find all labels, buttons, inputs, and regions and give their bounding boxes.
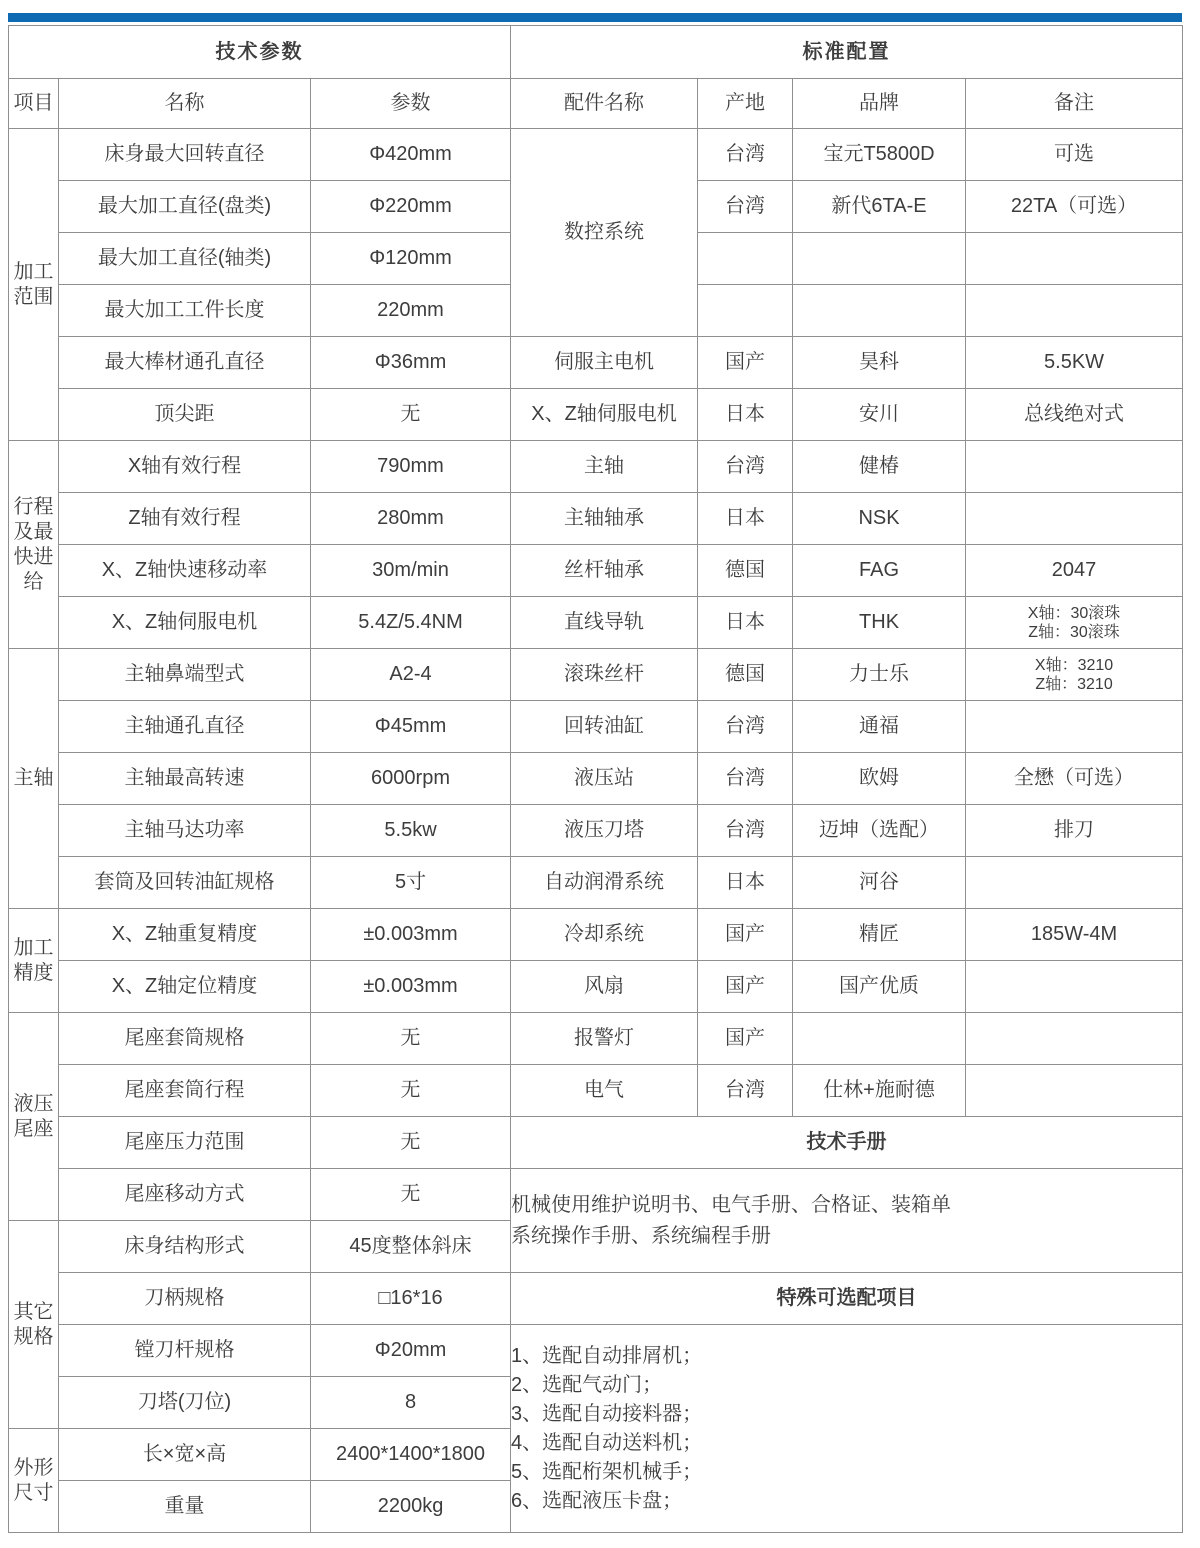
spec-name-cell: 刀塔(刀位) [59, 1377, 311, 1429]
config-brand-cell [793, 1013, 966, 1065]
table-row [9, 857, 1183, 909]
config-note-cell: 5.5KW [966, 337, 1183, 389]
table-row [9, 1117, 1183, 1169]
config-note-cell [966, 649, 1183, 701]
spec-name-cell: 尾座套筒规格 [59, 1013, 311, 1065]
manual-line: 系统操作手册、系统编程手册 [511, 1224, 772, 1247]
config-brand-cell [793, 233, 966, 285]
spec-name-cell: 尾座压力范围 [59, 1117, 311, 1169]
spec-value-cell: A2-4 [311, 649, 511, 701]
left-table-title: 技术参数 [9, 26, 511, 79]
config-origin-cell: 台湾 [698, 701, 793, 753]
config-brand-cell: FAG [793, 545, 966, 597]
spec-value-cell: 6000rpm [311, 753, 511, 805]
group-label: 加工范围 [9, 129, 59, 441]
config-origin-cell: 国产 [698, 961, 793, 1013]
config-origin-cell: 台湾 [698, 441, 793, 493]
config-part-cell: 回转油缸 [511, 701, 698, 753]
config-origin-cell: 德国 [698, 649, 793, 701]
config-note-cell [966, 1065, 1183, 1117]
group-label: 外形尺寸 [9, 1429, 59, 1533]
config-note-cell: 可选 [966, 129, 1183, 181]
config-part-cell: 滚珠丝杆 [511, 649, 698, 701]
table-row [9, 389, 1183, 441]
options-title-cell: 特殊可选配项目 [511, 1273, 1183, 1325]
option-item: 3、选配自动接料器； [511, 1402, 703, 1425]
config-part-cell: 主轴轴承 [511, 493, 698, 545]
group-label: 液压尾座 [9, 1013, 59, 1221]
config-brand-cell: 力士乐 [793, 649, 966, 701]
spec-name-cell: 长×宽×高 [59, 1429, 311, 1481]
option-item: 6、选配液压卡盘； [511, 1489, 683, 1512]
spec-name-cell: 主轴最高转速 [59, 753, 311, 805]
accent-bar [8, 13, 1182, 22]
config-note-cell: 排刀 [966, 805, 1183, 857]
config-part-cell: 电气 [511, 1065, 698, 1117]
col-header-name: 名称 [59, 79, 311, 129]
spec-name-cell: 最大加工直径(盘类) [59, 181, 311, 233]
config-note-cell: 185W-4M [966, 909, 1183, 961]
table-row [9, 493, 1183, 545]
spec-name-cell: X、Z轴重复精度 [59, 909, 311, 961]
group-label: 其它规格 [9, 1221, 59, 1429]
config-note-cell [966, 701, 1183, 753]
spec-name-cell: X轴有效行程 [59, 441, 311, 493]
config-origin-cell: 日本 [698, 389, 793, 441]
spec-value-cell: 无 [311, 1065, 511, 1117]
spec-table [8, 25, 1183, 1533]
config-note-cell [966, 233, 1183, 285]
col-header-origin: 产地 [698, 79, 793, 129]
spec-value-cell: ±0.003mm [311, 961, 511, 1013]
config-note-cell: 总线绝对式 [966, 389, 1183, 441]
spec-name-cell: 床身结构形式 [59, 1221, 311, 1273]
spec-value-cell: 2400*1400*1800 [311, 1429, 511, 1481]
spec-name-cell: 套筒及回转油缸规格 [59, 857, 311, 909]
option-item: 4、选配自动送料机； [511, 1431, 703, 1454]
group-label: 加工精度 [9, 909, 59, 1013]
spec-value-cell: ±0.003mm [311, 909, 511, 961]
config-brand-cell: 欧姆 [793, 753, 966, 805]
table-row [9, 753, 1183, 805]
config-brand-cell: 健椿 [793, 441, 966, 493]
config-origin-cell [698, 285, 793, 337]
config-part-cell: 伺服主电机 [511, 337, 698, 389]
config-brand-cell: 宝元T5800D [793, 129, 966, 181]
note-line: Z轴：30滚珠 [1028, 623, 1120, 641]
table-row [9, 337, 1183, 389]
config-brand-cell: 通福 [793, 701, 966, 753]
config-note-cell [966, 441, 1183, 493]
spec-name-cell: 最大加工工件长度 [59, 285, 311, 337]
note-line: X轴：3210 [1034, 656, 1114, 674]
config-part-cell: 丝杆轴承 [511, 545, 698, 597]
manual-content-cell [511, 1169, 1183, 1273]
config-origin-cell [698, 233, 793, 285]
config-note-cell [966, 285, 1183, 337]
manual-title-cell: 技术手册 [511, 1117, 1183, 1169]
spec-name-cell: 主轴马达功率 [59, 805, 311, 857]
config-origin-cell: 台湾 [698, 1065, 793, 1117]
config-brand-cell: 新代6TA-E [793, 181, 966, 233]
group-label: 主轴 [9, 649, 59, 909]
spec-value-cell: 无 [311, 1013, 511, 1065]
table-row [9, 649, 1183, 701]
options-content-cell [511, 1325, 1183, 1533]
spec-name-cell: 顶尖距 [59, 389, 311, 441]
spec-name-cell: X、Z轴伺服电机 [59, 597, 311, 649]
option-item: 2、选配气动门； [511, 1373, 663, 1396]
spec-name-cell: 最大棒材通孔直径 [59, 337, 311, 389]
table-row [9, 909, 1183, 961]
table-row [9, 1273, 1183, 1325]
config-brand-cell: 河谷 [793, 857, 966, 909]
spec-name-cell: 主轴鼻端型式 [59, 649, 311, 701]
spec-value-cell: 8 [311, 1377, 511, 1429]
config-origin-cell: 台湾 [698, 805, 793, 857]
spec-value-cell: 220mm [311, 285, 511, 337]
table-row [9, 961, 1183, 1013]
table-row [9, 545, 1183, 597]
spec-value-cell: 45度整体斜床 [311, 1221, 511, 1273]
config-origin-cell: 台湾 [698, 753, 793, 805]
config-part-cell: 液压刀塔 [511, 805, 698, 857]
config-note-cell: 全懋（可选） [966, 753, 1183, 805]
col-header-note: 备注 [966, 79, 1183, 129]
table-row [9, 441, 1183, 493]
config-origin-cell: 日本 [698, 857, 793, 909]
config-brand-cell: 昊科 [793, 337, 966, 389]
spec-value-cell: Φ36mm [311, 337, 511, 389]
note-line: X轴：30滚珠 [1027, 604, 1121, 622]
spec-name-cell: 镗刀杆规格 [59, 1325, 311, 1377]
spec-value-cell: Φ120mm [311, 233, 511, 285]
config-origin-cell: 国产 [698, 1013, 793, 1065]
config-note-cell [966, 857, 1183, 909]
spec-value-cell: 无 [311, 1117, 511, 1169]
spec-name-cell: 刀柄规格 [59, 1273, 311, 1325]
config-origin-cell: 日本 [698, 493, 793, 545]
spec-name-cell: 床身最大回转直径 [59, 129, 311, 181]
config-origin-cell: 国产 [698, 909, 793, 961]
config-note-cell [966, 493, 1183, 545]
config-note-cell [966, 1013, 1183, 1065]
config-origin-cell: 台湾 [698, 129, 793, 181]
option-item: 5、选配桁架机械手； [511, 1460, 703, 1483]
spec-value-cell: Φ220mm [311, 181, 511, 233]
spec-name-cell: X、Z轴定位精度 [59, 961, 311, 1013]
table-row [9, 1169, 1183, 1221]
col-header-brand: 品牌 [793, 79, 966, 129]
spec-value-cell: 5.5kw [311, 805, 511, 857]
config-part-cell: 风扇 [511, 961, 698, 1013]
spec-name-cell: 主轴通孔直径 [59, 701, 311, 753]
col-header-part: 配件名称 [511, 79, 698, 129]
spec-value-cell: 无 [311, 1169, 511, 1221]
spec-value-cell: 280mm [311, 493, 511, 545]
config-brand-cell: THK [793, 597, 966, 649]
table-row [9, 26, 1183, 79]
spec-name-cell: 尾座套筒行程 [59, 1065, 311, 1117]
table-row [9, 129, 1183, 181]
spec-value-cell: □16*16 [311, 1273, 511, 1325]
config-brand-cell: 仕林+施耐德 [793, 1065, 966, 1117]
spec-name-cell: X、Z轴快速移动率 [59, 545, 311, 597]
config-brand-cell [793, 285, 966, 337]
table-row [9, 701, 1183, 753]
config-brand-cell: 安川 [793, 389, 966, 441]
config-brand-cell: NSK [793, 493, 966, 545]
spec-value-cell: 无 [311, 389, 511, 441]
manual-line: 机械使用维护说明书、电气手册、合格证、装箱单 [511, 1193, 952, 1216]
config-note-cell: 2047 [966, 545, 1183, 597]
config-origin-cell: 台湾 [698, 181, 793, 233]
config-part-cell: 主轴 [511, 441, 698, 493]
config-note-cell: 22TA（可选） [966, 181, 1183, 233]
col-header-param: 参数 [311, 79, 511, 129]
config-part-cell: 自动润滑系统 [511, 857, 698, 909]
config-origin-cell: 日本 [698, 597, 793, 649]
spec-value-cell: 30m/min [311, 545, 511, 597]
config-part-cell: 液压站 [511, 753, 698, 805]
spec-name-cell: Z轴有效行程 [59, 493, 311, 545]
option-item: 1、选配自动排屑机； [511, 1344, 703, 1367]
config-part-cell: 数控系统 [511, 129, 698, 337]
config-part-cell: 报警灯 [511, 1013, 698, 1065]
config-part-cell: 直线导轨 [511, 597, 698, 649]
spec-value-cell: 2200kg [311, 1481, 511, 1533]
spec-name-cell: 重量 [59, 1481, 311, 1533]
config-brand-cell: 迈坤（选配） [793, 805, 966, 857]
col-header-item: 项目 [9, 79, 59, 129]
config-origin-cell: 德国 [698, 545, 793, 597]
config-brand-cell: 国产优质 [793, 961, 966, 1013]
config-note-cell [966, 961, 1183, 1013]
table-row [9, 1325, 1183, 1377]
table-row [9, 1013, 1183, 1065]
spec-value-cell: 5.4Z/5.4NM [311, 597, 511, 649]
table-row [9, 597, 1183, 649]
spec-value-cell: Φ420mm [311, 129, 511, 181]
config-part-cell: 冷却系统 [511, 909, 698, 961]
config-part-cell: X、Z轴伺服电机 [511, 389, 698, 441]
table-row [9, 805, 1183, 857]
spec-value-cell: 790mm [311, 441, 511, 493]
spec-value-cell: Φ20mm [311, 1325, 511, 1377]
spec-value-cell: 5寸 [311, 857, 511, 909]
config-brand-cell: 精匠 [793, 909, 966, 961]
spec-name-cell: 尾座移动方式 [59, 1169, 311, 1221]
note-line: Z轴：3210 [1035, 675, 1113, 693]
config-origin-cell: 国产 [698, 337, 793, 389]
right-table-title: 标准配置 [511, 26, 1183, 79]
config-note-cell [966, 597, 1183, 649]
table-row [9, 79, 1183, 129]
spec-name-cell: 最大加工直径(轴类) [59, 233, 311, 285]
table-row [9, 1065, 1183, 1117]
spec-value-cell: Φ45mm [311, 701, 511, 753]
group-label: 行程及最快进给 [9, 441, 59, 649]
